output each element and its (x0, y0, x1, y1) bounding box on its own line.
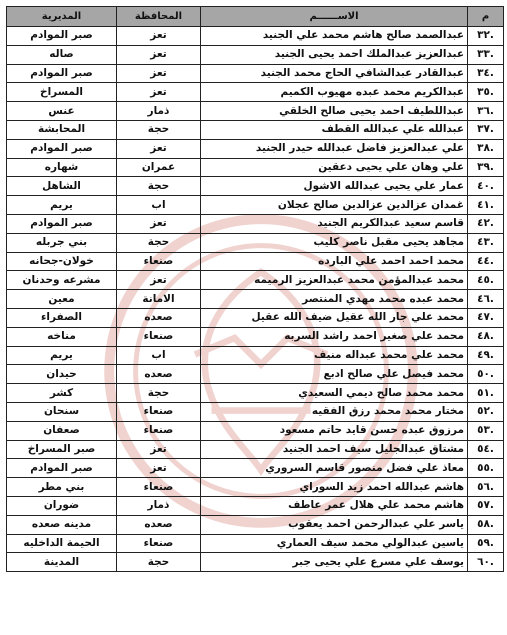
table-row (7, 346, 504, 365)
cell-governorate: صعده (117, 365, 201, 384)
table-row (7, 534, 504, 553)
cell-name: يوسف علي مسرع علي يحيى جبر (201, 553, 468, 572)
cell-directorate: صبر الموادم (7, 214, 117, 233)
cell-governorate: صنعاء (117, 421, 201, 440)
table-row (7, 252, 504, 271)
cell-governorate: اب (117, 346, 201, 365)
cell-name: علي عبدالعزيز فاضل عبدالله حيدر الجنيد (201, 139, 468, 158)
cell-governorate: صعده (117, 515, 201, 534)
cell-governorate: تعز (117, 440, 201, 459)
cell-num: .٥١ (468, 384, 504, 403)
cell-governorate: صنعاء (117, 478, 201, 497)
cell-directorate: مدينه صعده (7, 515, 117, 534)
cell-governorate: صنعاء (117, 402, 201, 421)
cell-num: .٤٨ (468, 327, 504, 346)
table-row (7, 83, 504, 102)
cell-name: محمد علي صغير احمد راشد السربه (201, 327, 468, 346)
cell-num: .٥٥ (468, 459, 504, 478)
cell-governorate: حجة (117, 120, 201, 139)
cell-governorate: صعده (117, 308, 201, 327)
cell-directorate: بني جربله (7, 233, 117, 252)
table-body (7, 27, 504, 572)
cell-num: .٥٩ (468, 534, 504, 553)
cell-governorate: تعز (117, 459, 201, 478)
cell-num: .٤١ (468, 196, 504, 215)
cell-name: عبدالصمد صالح هاشم محمد علي الجنيد (201, 27, 468, 46)
cell-num: .٤٠ (468, 177, 504, 196)
table-row (7, 553, 504, 572)
cell-directorate: سنحان (7, 402, 117, 421)
cell-directorate: مشرعه وحدنان (7, 271, 117, 290)
cell-directorate: يريم (7, 196, 117, 215)
cell-directorate: صبر الموادم (7, 139, 117, 158)
cell-governorate: تعز (117, 45, 201, 64)
cell-governorate: تعز (117, 139, 201, 158)
cell-directorate: حيدان (7, 365, 117, 384)
names-table (6, 6, 504, 572)
table-row (7, 214, 504, 233)
cell-num: .٥٤ (468, 440, 504, 459)
cell-name: عبدالله علي عبدالله القطف (201, 120, 468, 139)
cell-governorate: اب (117, 196, 201, 215)
cell-governorate: صنعاء (117, 327, 201, 346)
cell-governorate: تعز (117, 271, 201, 290)
cell-name: ياسين عبدالولي محمد سيف العماري (201, 534, 468, 553)
cell-directorate: المدينة (7, 553, 117, 572)
cell-num: .٤٩ (468, 346, 504, 365)
cell-num: .٤٢ (468, 214, 504, 233)
cell-name: محمد علي محمد عبداله منيف (201, 346, 468, 365)
cell-directorate: صاله (7, 45, 117, 64)
table-row (7, 327, 504, 346)
cell-directorate: صعفان (7, 421, 117, 440)
cell-num: .٣٥ (468, 83, 504, 102)
header-num: م (468, 7, 504, 27)
cell-name: مشتاق عبدالجليل سيف احمد الجنيد (201, 440, 468, 459)
cell-directorate: المحابشة (7, 120, 117, 139)
table-row (7, 421, 504, 440)
cell-governorate: حجة (117, 384, 201, 403)
cell-directorate: عنس (7, 102, 117, 121)
cell-directorate: الحيمة الداخليه (7, 534, 117, 553)
table-row (7, 402, 504, 421)
cell-num: .٣٨ (468, 139, 504, 158)
cell-name: محمد محمد صالح ديمي السعيدي (201, 384, 468, 403)
cell-directorate: مناخه (7, 327, 117, 346)
cell-name: عبدالكريم محمد عبده مهيوب الكميم (201, 83, 468, 102)
table-row (7, 478, 504, 497)
table-row (7, 308, 504, 327)
cell-governorate: حجة (117, 233, 201, 252)
cell-directorate: شهاره (7, 158, 117, 177)
cell-name: محمد احمد احمد علي البارده (201, 252, 468, 271)
table-header-row (7, 7, 504, 27)
cell-name: محمد عبدالمؤمن محمد عبدالعزيز الرميمه (201, 271, 468, 290)
cell-num: .٤٥ (468, 271, 504, 290)
cell-directorate: صبر الموادم (7, 27, 117, 46)
table-row (7, 365, 504, 384)
cell-num: .٣٢ (468, 27, 504, 46)
cell-name: مجاهد يحيى مقبل ناصر كليب (201, 233, 468, 252)
cell-directorate: ضوران (7, 496, 117, 515)
table-row (7, 177, 504, 196)
cell-governorate: عمران (117, 158, 201, 177)
table-row (7, 290, 504, 309)
table-row (7, 64, 504, 83)
cell-directorate: بني مطر (7, 478, 117, 497)
cell-directorate: صبر المسراخ (7, 440, 117, 459)
cell-num: .٥٢ (468, 402, 504, 421)
cell-directorate: يريم (7, 346, 117, 365)
table-row (7, 196, 504, 215)
cell-num: .٤٣ (468, 233, 504, 252)
table-row (7, 233, 504, 252)
cell-num: .٥٧ (468, 496, 504, 515)
cell-num: .٣٩ (468, 158, 504, 177)
cell-num: .٤٤ (468, 252, 504, 271)
cell-directorate: المسراخ (7, 83, 117, 102)
cell-name: عبدالعزيز عبدالملك احمد يحيى الجنيد (201, 45, 468, 64)
cell-name: قاسم سعيد عبدالكريم الجنيد (201, 214, 468, 233)
cell-governorate: تعز (117, 27, 201, 46)
table-row (7, 440, 504, 459)
table-row (7, 158, 504, 177)
table-row (7, 515, 504, 534)
cell-governorate: ذمار (117, 496, 201, 515)
table-row (7, 459, 504, 478)
cell-directorate: خولان-جحانه (7, 252, 117, 271)
cell-governorate: تعز (117, 64, 201, 83)
cell-name: عمار علي يحيى عبدالله الاشول (201, 177, 468, 196)
cell-num: .٤٧ (468, 308, 504, 327)
cell-num: .٥٣ (468, 421, 504, 440)
document-page (6, 6, 503, 631)
cell-directorate: معين (7, 290, 117, 309)
table-row (7, 27, 504, 46)
cell-name: ياسر علي عبدالرحمن احمد يعقوب (201, 515, 468, 534)
cell-num: .٣٦ (468, 102, 504, 121)
cell-num: .٦٠ (468, 553, 504, 572)
cell-governorate: تعز (117, 214, 201, 233)
cell-num: .٣٣ (468, 45, 504, 64)
cell-name: عبدالقادر عبدالشافي الحاج محمد الجنيد (201, 64, 468, 83)
cell-governorate: ذمار (117, 102, 201, 121)
cell-name: محمد فيصل علي صالح ادبع (201, 365, 468, 384)
cell-num: .٥٨ (468, 515, 504, 534)
header-directorate: المديرية (7, 7, 117, 27)
table-row (7, 139, 504, 158)
cell-directorate: الشاهل (7, 177, 117, 196)
cell-governorate: حجة (117, 177, 201, 196)
cell-name: محمد علي جار الله عقيل ضيف الله عقيل (201, 308, 468, 327)
cell-governorate: تعز (117, 83, 201, 102)
cell-governorate: صنعاء (117, 534, 201, 553)
table-row (7, 496, 504, 515)
cell-num: .٣٧ (468, 120, 504, 139)
table-row (7, 384, 504, 403)
cell-name: مرزوق عبده حسن قايد حاتم مسعود (201, 421, 468, 440)
cell-num: .٥٦ (468, 478, 504, 497)
cell-name: غمدان عزالدين عزالدين صالح عجلان (201, 196, 468, 215)
cell-governorate: صنعاء (117, 252, 201, 271)
cell-name: معاذ علي فضل منصور قاسم السروري (201, 459, 468, 478)
cell-directorate: كشر (7, 384, 117, 403)
cell-name: هاشم محمد علي هلال عمر عاطف (201, 496, 468, 515)
cell-governorate: حجة (117, 553, 201, 572)
cell-name: علي وهان علي يحيى دعقين (201, 158, 468, 177)
header-name: الاســــــم (201, 7, 468, 27)
cell-num: .٥٠ (468, 365, 504, 384)
header-governorate: المحافظة (117, 7, 201, 27)
table-row (7, 120, 504, 139)
table-row (7, 271, 504, 290)
cell-name: هاشم عبدالله احمد زيد السوراي (201, 478, 468, 497)
cell-directorate: صبر الموادم (7, 64, 117, 83)
cell-num: .٤٦ (468, 290, 504, 309)
cell-name: مختار محمد محمد رزق الفقيه (201, 402, 468, 421)
cell-name: محمد عبده محمد مهدي المنتصر (201, 290, 468, 309)
cell-directorate: الصفراء (7, 308, 117, 327)
cell-name: عبداللطيف احمد يحيى صالح الخلقي (201, 102, 468, 121)
cell-directorate: صبر الموادم (7, 459, 117, 478)
cell-governorate: الامانة (117, 290, 201, 309)
table-row (7, 45, 504, 64)
table-row (7, 102, 504, 121)
cell-num: .٣٤ (468, 64, 504, 83)
